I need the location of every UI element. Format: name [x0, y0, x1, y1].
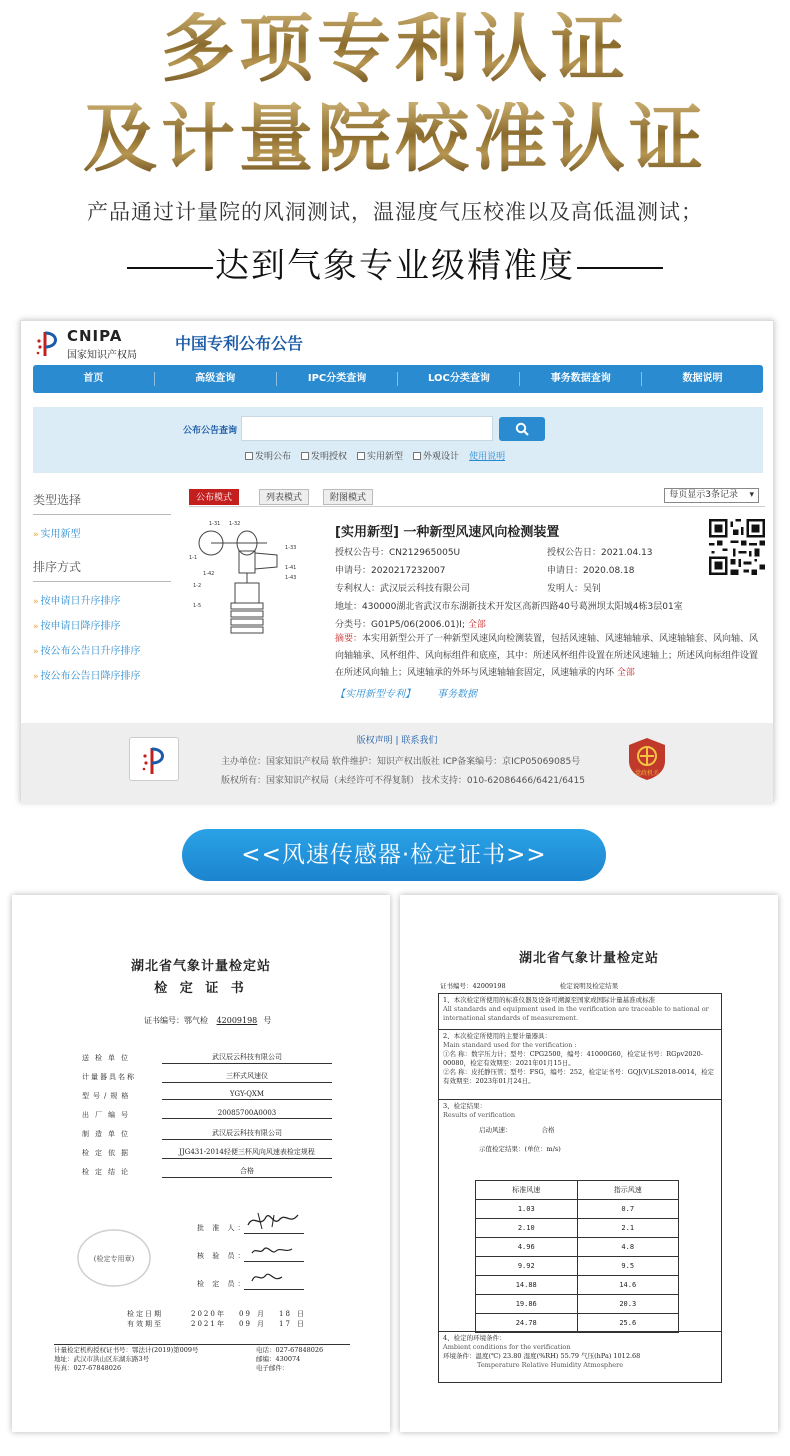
qr-code [709, 519, 765, 575]
search-type-checks [245, 449, 505, 462]
cert-row-value: 三杯式风速仪 [162, 1071, 332, 1083]
verification-certificate [12, 895, 390, 1432]
patent-screenshot [20, 320, 774, 802]
help-link[interactable]: 使用说明 [469, 452, 506, 462]
results-table [475, 1180, 679, 1333]
abstract-more-link[interactable]: 全部 [616, 668, 635, 678]
classification: 分类号：G01P5/06(2006.01)I; 全部 [335, 620, 486, 630]
address: 地址：430000湖北省武汉市东湖新技术开发区高新四路40号葛洲坝太阳城4栋3层01室 [335, 602, 683, 612]
diagram-label: 1-1 [189, 555, 198, 561]
table-header: 标准风速 [476, 1181, 578, 1200]
footer-line-2: 版权所有：国家知识产权局（未经许可不得复制） 技术支持：010-62086466/6421/6415 [221, 776, 585, 786]
cert-row-value: 武汉辰云科技有限公司 [162, 1128, 332, 1140]
application-number: 申请号：2020217232007 [335, 566, 446, 576]
sort-item[interactable]: » 按申请日降序排序 [33, 621, 121, 632]
sort-item[interactable]: » 按公布公告日降序排序 [33, 671, 141, 682]
cert-title: 检 定 证 书 [154, 981, 248, 996]
cert-row-value: JJG431-2014轻便三杯风向风速表检定规程 [162, 1147, 332, 1159]
search-input[interactable] [241, 416, 493, 441]
cert-number: 证书编号：42009198 [440, 982, 506, 990]
cnipa-name-cn: 国家知识产权局 [67, 350, 137, 361]
valid-until-date: 有效期至 2021年 09 月 17 日 [127, 1320, 306, 1328]
svg-text:党政机关: 党政机关 [634, 770, 660, 777]
table-row: 14.88 14.6 [476, 1276, 679, 1295]
cert-row-value: YGY-QXM [162, 1090, 332, 1100]
footer-line-1: 主办单位：国家知识产权局 软件维护：知识产权出版社 ICP备案编号：京ICP05069085号 [221, 757, 581, 767]
nav-data-help[interactable]: 数据说明 [682, 373, 723, 384]
mode-list[interactable]: 列表模式 [259, 489, 309, 505]
inventor: 发明人：吴钊 [547, 584, 602, 594]
abstract-label: 摘要： [335, 634, 363, 644]
patent-drawing [189, 517, 319, 647]
type-item-utility[interactable]: » 实用新型 [33, 529, 81, 540]
cnipa-emblem-icon [35, 329, 63, 359]
table-row: 19.86 20.3 [476, 1295, 679, 1314]
diagram-label: 1-33 [285, 545, 297, 551]
cert-subtitle: 检定说明及检定结果 [559, 982, 619, 990]
nav-home[interactable]: 首页 [33, 372, 155, 386]
check-utility-model[interactable]: 实用新型 [357, 449, 403, 462]
verification-results-page [400, 895, 778, 1432]
record-title[interactable]: [实用新型] 一种新型风速风向检测装置 [335, 525, 560, 540]
footer-links[interactable]: 版权声明 | 联系我们 [356, 736, 438, 746]
patent-footer [21, 723, 773, 803]
cert-row-value: 20085700A0003 [162, 1109, 332, 1119]
party-gov-badge-icon [627, 737, 667, 781]
nav-loc-search[interactable]: LOC分类查询 [398, 372, 520, 386]
slogan-dash-left [127, 267, 213, 269]
diagram-label: 1-2 [193, 583, 202, 589]
patent-header [21, 321, 773, 365]
utility-patent-link[interactable]: 【实用新型专利】 [335, 689, 415, 700]
results-box [438, 993, 722, 1383]
section-results: 3、检定结果： Results of verification 启动风速： 合格 示值检定结果：(单位：m/s) [439, 1100, 721, 1332]
sort-item[interactable]: » 按公布公告日升序排序 [33, 646, 141, 657]
cert-footer-left: 计量检定机构授权证书号：鄂法计(2019)第009号 地址：武汉市洪山区东湖东路3号 传真：027-67848026 [54, 1346, 199, 1372]
cert-station: 湖北省气象计量检定站 [130, 959, 271, 974]
patent-owner: 专利权人：武汉辰云科技有限公司 [335, 584, 471, 594]
approver-label: 批 准 人： [197, 1224, 248, 1232]
type-heading: 类型选择 [33, 487, 171, 515]
cert-row-label: 送检单位 [82, 1054, 134, 1062]
nav-advanced-search[interactable]: 高级查询 [155, 372, 277, 386]
patent-site-title: 中国专利公布公告 [175, 334, 304, 353]
search-icon [515, 422, 529, 436]
inspector-signature [248, 1269, 288, 1287]
diagram-label: 1-42 [203, 571, 215, 577]
svg-text:(检定专用章): (检定专用章) [93, 1255, 135, 1263]
cert-row-label: 检定结论 [82, 1168, 134, 1176]
cert-station: 湖北省气象计量检定站 [518, 951, 659, 966]
table-row: 4.96 4.8 [476, 1238, 679, 1257]
section-standards: 2、本次检定所使用的主要计量器具： Main standard used for the verification : ①名 称：数字压力计；型号：CPG2500，编号：41000G60，检定证书号：RGpv2020-00080，检定有效期至：2021年01月15日。 ②名 称：皮托静压管；型号：FSG，编号：252，检定证书号：GQJ(V)LS2018-0014，检定有效期至：2023年01月24日。 [439, 1030, 721, 1100]
transaction-data-link[interactable]: 事务数据 [437, 689, 477, 700]
table-row: 9.92 9.5 [476, 1257, 679, 1276]
cert-row-label: 检定依据 [82, 1149, 134, 1157]
table-header: 指示风速 [577, 1181, 679, 1200]
check-invention-publication[interactable]: 发明公布 [245, 449, 291, 462]
classification-more-link[interactable]: 全部 [467, 620, 486, 630]
verification-date: 检定日期 2020年 09 月 18 日 [127, 1310, 306, 1318]
check-design[interactable]: 外观设计 [413, 449, 459, 462]
diagram-label: 1-31 [209, 521, 221, 527]
verifier-label: 核 验 员： [197, 1252, 248, 1260]
mode-publication[interactable]: 公布模式 [189, 489, 239, 505]
table-row: 24.78 25.6 [476, 1314, 679, 1333]
record-links [335, 685, 477, 700]
diagram-label: 1-5 [193, 603, 202, 609]
patent-search-panel [33, 407, 763, 473]
cert-row-label: 计量器具名称 [82, 1073, 136, 1081]
diagram-label: 1-43 [285, 575, 297, 581]
cert-row-value: 武汉辰云科技有限公司 [162, 1052, 332, 1064]
search-button[interactable] [499, 417, 545, 441]
section-banner: <<风速传感器·检定证书>> [182, 829, 606, 881]
section-environment: 4、检定的环境条件： Ambient conditions for the verification 环境条件：温度(℃) 23.80 湿度(%RH) 55.79 气压(hPa) 1012.68 Temperature Relative Humidity Atmosphere [443, 1334, 641, 1369]
hero-slogan [0, 238, 790, 287]
mode-bar [189, 487, 765, 507]
hero-title-line-2: 及计量院校准认证 [0, 102, 790, 176]
sort-item[interactable]: » 按申请日升序排序 [33, 596, 121, 607]
grant-number: 授权公告号：CN212965005U [335, 548, 461, 558]
cert-row-label: 制造单位 [82, 1130, 134, 1138]
table-row: 1.03 0.7 [476, 1200, 679, 1219]
hero-description: 产品通过计量院的风洞测试，温湿度气压校准以及高低温测试； [87, 200, 703, 224]
application-date: 申请日：2020.08.18 [547, 566, 635, 576]
diagram-label: 1-41 [285, 565, 297, 571]
search-label: 公布公告查询 [183, 426, 238, 436]
approver-signature [244, 1209, 304, 1231]
cert-number: 证书编号：鄂气检 42009198 号 [144, 1016, 272, 1025]
table-row: 2.10 2.1 [476, 1219, 679, 1238]
chevron-down-icon: ▾ [749, 490, 754, 500]
diagram-label: 1-32 [229, 521, 241, 527]
nav-transaction-search[interactable]: 事务数据查询 [520, 372, 642, 386]
cert-row-label: 型号/规格 [82, 1092, 133, 1100]
cert-footer-right: 电话：027-67848026 邮编：430074 电子邮件： [256, 1346, 324, 1372]
slogan-text: 达到气象专业级精准度 [215, 246, 575, 286]
cnipa-logo[interactable] [35, 327, 175, 361]
cert-row-label: 出厂编号 [82, 1111, 134, 1119]
cnipa-name-en: CNIPA [67, 327, 123, 345]
grant-date: 授权公告日：2021.04.13 [547, 548, 653, 558]
abstract: 摘要：本实用新型公开了一种新型风速风向检测装置，包括风速轴、风速轴轴承、风速轴轴套、风向轴、风向轴轴承、风杯组件、风向标组件和底座，其中：所述风杯组件设置在所述风速轴上；所述风向标组件设置在所述风向轴上；风速轴承的外环与风速轴轴套固定，风速轴承的内环 全部 [335, 634, 759, 678]
cert-row-value: 合格 [162, 1166, 332, 1178]
patent-nav-bar [33, 365, 763, 393]
sort-heading: 排序方式 [33, 554, 171, 582]
slogan-dash-right [577, 267, 663, 269]
patent-sidebar [33, 487, 171, 682]
section-traceability: 1、本次检定所使用的标准仪器及设备可溯源至国家或国际计量基准或标准 All standards and equipment used in the verification are traceable to national or international standards of measurement. [439, 994, 721, 1030]
hero-title-line-1: 多项专利认证 [0, 12, 790, 86]
nav-ipc-search[interactable]: IPC分类查询 [277, 372, 399, 386]
mode-drawing[interactable]: 附图模式 [323, 489, 373, 505]
check-invention-grant[interactable]: 发明授权 [301, 449, 347, 462]
per-page-select[interactable]: 每页显示3条记录 ▾ [664, 488, 759, 503]
verification-seal [74, 1225, 154, 1291]
verifier-signature [248, 1243, 298, 1259]
inspector-label: 检 定 员： [197, 1280, 248, 1288]
